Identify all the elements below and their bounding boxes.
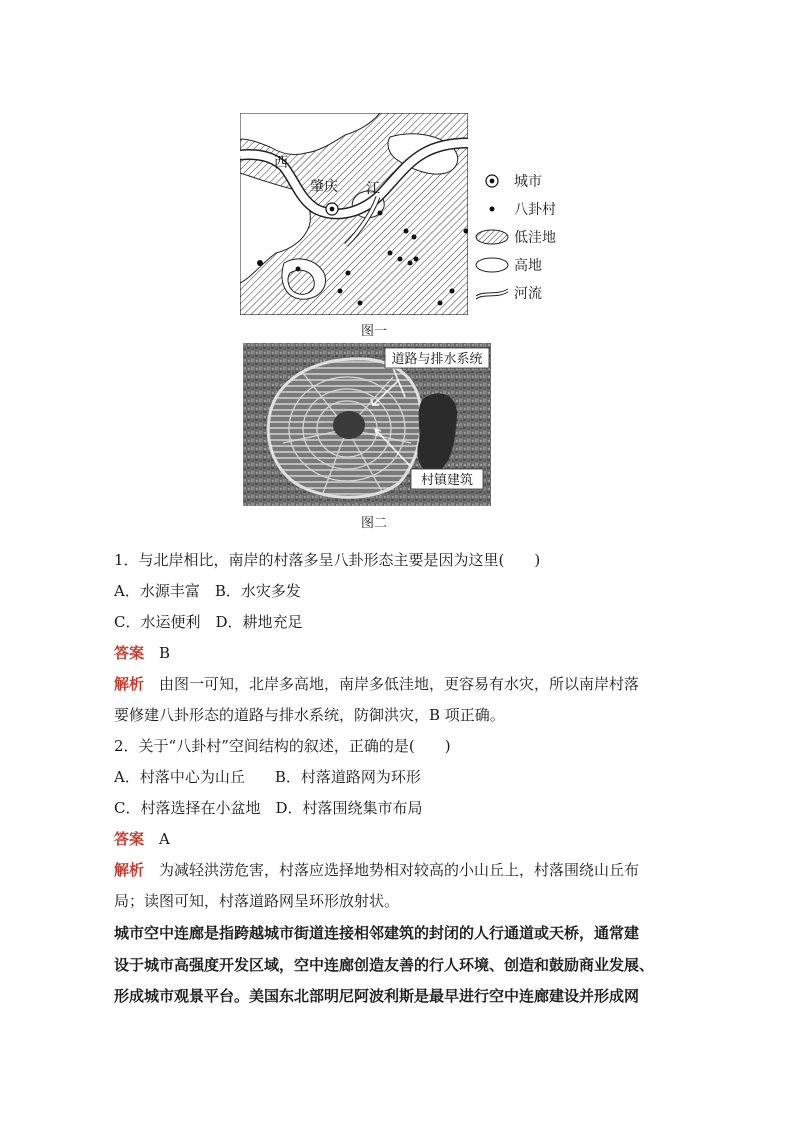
map-label-zhaoqing: 肇庆 [310, 179, 338, 195]
answer-tag: 答案 [114, 644, 145, 662]
legend-label: 河流 [514, 286, 542, 302]
lowland-island [288, 270, 314, 294]
analysis-tag: 解析 [114, 675, 145, 693]
map-label-xi: 西 [274, 155, 288, 171]
legend-label: 低洼地 [514, 230, 556, 246]
analysis-tag: 解析 [114, 861, 145, 879]
q2-stem: 2．关于“八卦村”空间结构的叙述，正确的是( ) [114, 737, 451, 755]
legend-item-village [474, 198, 556, 220]
figure2-aerial-photo [243, 343, 491, 506]
figure1-caption: 图一 [360, 324, 387, 339]
answer-tag: 答案 [114, 830, 145, 848]
q2-analysis-line1: 解析 为减轻洪涝危害，村落应选择地势相对较高的小山丘上，村落围绕山丘布 [114, 861, 640, 879]
q2-answer-line [114, 828, 170, 850]
q2-options-ab: A．村落中心为山丘 B．村落道路网为环形 [114, 768, 421, 786]
passage-line3: 形成城市观景平台。美国东北部明尼阿波利斯是最早进行空中连廊建设并形成网 [114, 987, 640, 1005]
q1-options-cd: C．水运便利 D．耕地充足 [114, 613, 303, 631]
map-label-jiang: 江 [366, 181, 380, 197]
q1-answer-line [114, 642, 170, 664]
legend-item-city [474, 170, 542, 192]
q1-stem: 1．与北岸相比，南岸的村落多呈八卦形态主要是因为这里( ) [114, 551, 541, 569]
bagua-village-dot-icon [474, 199, 510, 219]
legend-label: 八卦村 [514, 202, 556, 218]
q1-answer: B [159, 644, 171, 662]
q1-analysis-line1: 解析 由图一可知，北岸多高地，南岸多低洼地，更容易有水灾，所以南岸村落 [114, 675, 640, 693]
photo-label-buildings: 村镇建筑 [420, 473, 474, 488]
legend-label: 高地 [514, 258, 542, 274]
highland-blank-icon [474, 255, 510, 275]
figure1-legend [474, 168, 594, 308]
q2-answer: A [159, 830, 170, 848]
city-symbol-icon [474, 171, 510, 191]
q1-analysis-line2: 要修建八卦形态的道路与排水系统，防御洪灾，B 项正确。 [114, 706, 505, 724]
lowland-hatch-icon [474, 227, 510, 247]
river-lines-icon [474, 283, 510, 303]
photo-label-roads: 道路与排水系统 [391, 352, 483, 367]
legend-item-highland [474, 254, 542, 276]
q2-analysis-line2: 局；读图可知，村落道路网呈环形放射状。 [114, 892, 400, 910]
q2-options-cd: C．村落选择在小盆地 D．村落围绕集市布局 [114, 799, 423, 817]
passage-line2: 设于城市高强度开发区域，空中连廊创造友善的行人环境、创造和鼓励商业发展、 [114, 956, 655, 974]
figure1-map [240, 113, 468, 315]
legend-label: 城市 [514, 174, 542, 190]
legend-item-river [474, 282, 542, 304]
q1-options-ab: A．水源丰富 B．水灾多发 [114, 582, 301, 600]
passage-line1: 城市空中连廊是指跨越城市街道连接相邻建筑的封闭的人行通道或天桥，通常建 [114, 924, 640, 942]
figure2-caption: 图二 [360, 516, 387, 531]
legend-item-lowland [474, 226, 556, 248]
